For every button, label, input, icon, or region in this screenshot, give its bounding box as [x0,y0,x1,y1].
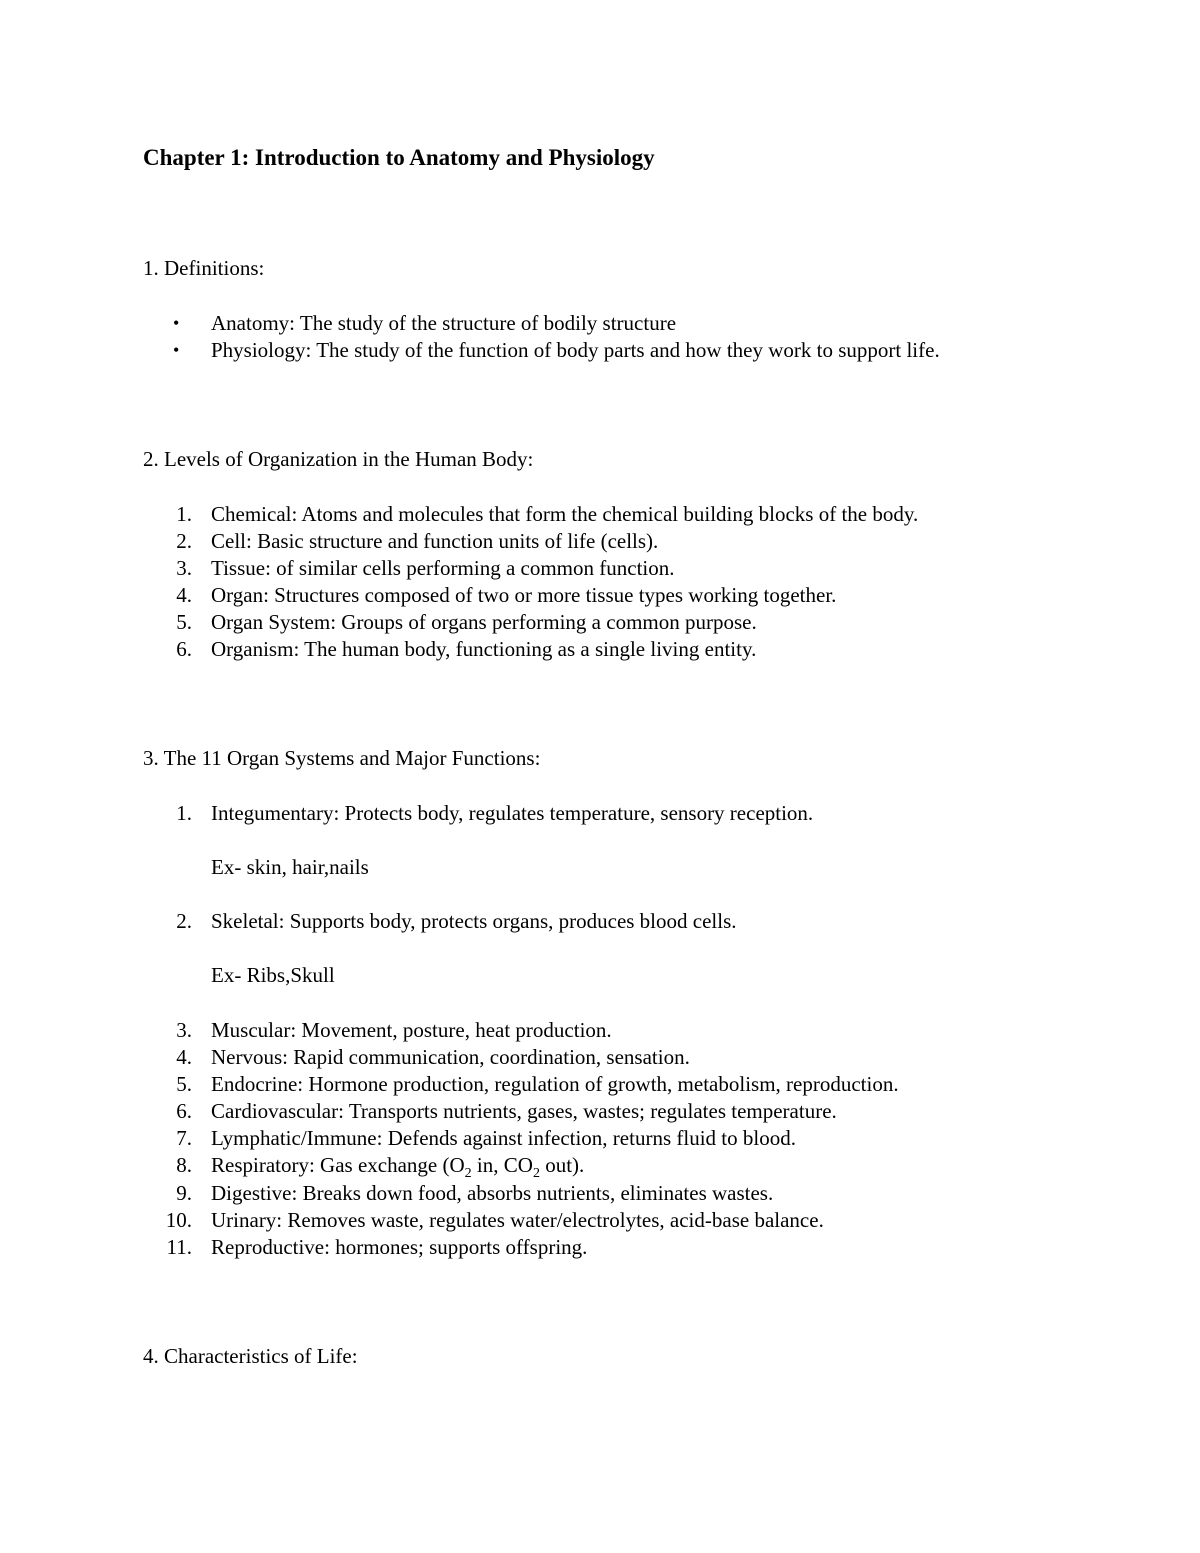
bullet-icon: • [173,340,180,360]
section-heading-characteristics: 4. Characteristics of Life: [143,1344,358,1368]
section-heading-levels: 2. Levels of Organization in the Human Body: [143,447,534,471]
section-heading-organ-systems: 3. The 11 Organ Systems and Major Functions: [143,746,541,770]
chapter-title: Chapter 1: Introduction to Anatomy and Physiology [143,145,655,170]
bullet-icon: • [173,313,180,333]
section-heading-definitions: 1. Definitions: [143,256,265,280]
respiratory-text: Respiratory: Gas exchange ($O_2$ in, $CO_2$ out). [211,1153,585,1181]
document-page: Chapter 1: Introduction to Anatomy and Physiology 1. Definitions: • Anatomy: The study of the structure of bodily structure • Physiology: The study of the function of body parts and how they work to support life. 2. Levels of Organization in the Human Body: 1. Chemical: Atoms and molecules that form the chemical building blocks of the body. 2. Cell: Basic structure and function units of life (cells). 3. Tissue: of similar cells performing a common function. 4. Organ: Structures composed of two or more tissue types working together. 5. Organ System: Groups of organs performing a common purpose. 6. Organism: The human body, functioning as a single living entity. 3. The 11 Organ Systems and Major Functions: 1. Integumentary: Protects body, regulates temperature, sensory reception. Ex- skin, hair,nails 2. Skeletal: Supports body, protects organs, produces blood cells. Ex- Ribs,Skull 3. Muscular: Movement, posture, heat production. 4. Nervous: Rapid communication, coordination, sensation. 5. Endocrine: Hormone production, regulation of growth, metabolism, reproduction. 6. Cardiovascular: Transports nutrients, gases, wastes; regulates temperature. 7. Lymphatic/Immune: Defends against infection, returns fluid to blood. 8. Respiratory: Gas exchange ($O_2$ in, $CO_2$ out). 9. Digestive: Breaks down food, absorbs nutrients, eliminates wastes. 10. Urinary: Removes waste, regulates water/electrolytes, acid-base balance. 11. Reproductive: hormones; supports offspring. 4. Characteristics of Life: [143,145,940,1368]
